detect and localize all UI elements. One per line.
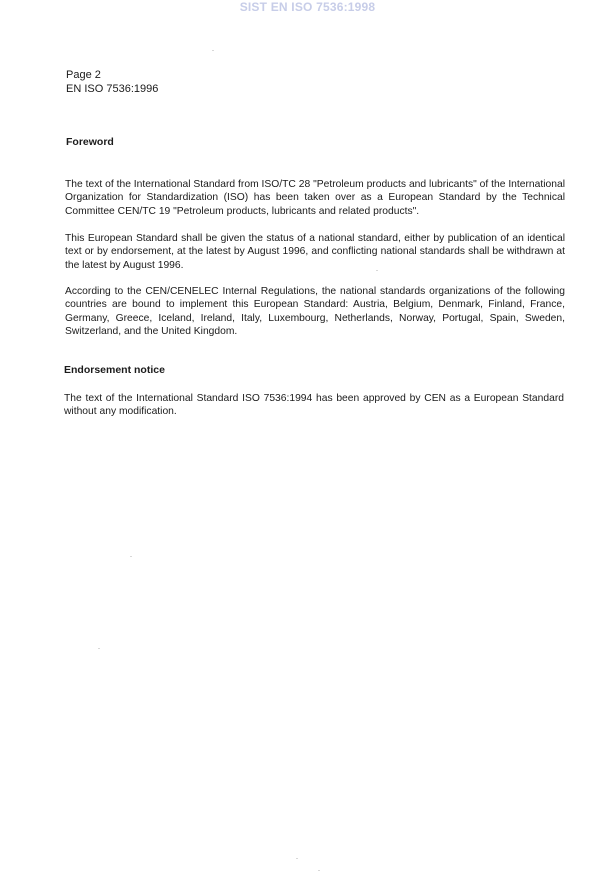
- scan-speck: [98, 648, 100, 649]
- scan-speck: [130, 556, 132, 557]
- page-number: Page 2: [66, 69, 101, 81]
- foreword-heading: Foreword: [66, 136, 114, 148]
- foreword-paragraph-2: This European Standard shall be given the status of a national standard, either by publication of an identical text or by endorsement, at the latest by August 1996, and conflicting national standards shall be withdrawn at the latest by August 1996.: [65, 233, 565, 271]
- endorsement-paragraph: The text of the International Standard ISO 7536:1994 has been approved by CEN as a European Standard without any modification.: [64, 393, 564, 418]
- scan-speck: [296, 858, 298, 859]
- watermark: SIST EN ISO 7536:1998: [239, 0, 376, 14]
- foreword-paragraph-1: The text of the International Standard from ISO/TC 28 "Petroleum products and lubricants" of the International Organization for Standardization (ISO) has been taken over as a European Standard by the Technical Committee CEN/TC 19 "Petroleum products, lubricants and related products".: [65, 179, 565, 217]
- foreword-paragraph-3: According to the CEN/CENELEC Internal Regulations, the national standards organizations of the following countries are bound to implement this European Standard: Austria, Belgium, Denmark, Finland, France, Germany, Greece, Iceland, Ireland, Italy, Luxembourg, Netherlands, Norway, Portugal, Spain, Sweden, Switzerland, and the United Kingdom.: [65, 286, 565, 338]
- page-header: [66, 68, 158, 96]
- standard-number: EN ISO 7536:1996: [66, 83, 159, 95]
- endorsement-heading: Endorsement notice: [64, 364, 165, 376]
- scan-speck: [318, 870, 320, 871]
- scan-speck: [212, 50, 214, 51]
- scan-speck: [376, 270, 378, 271]
